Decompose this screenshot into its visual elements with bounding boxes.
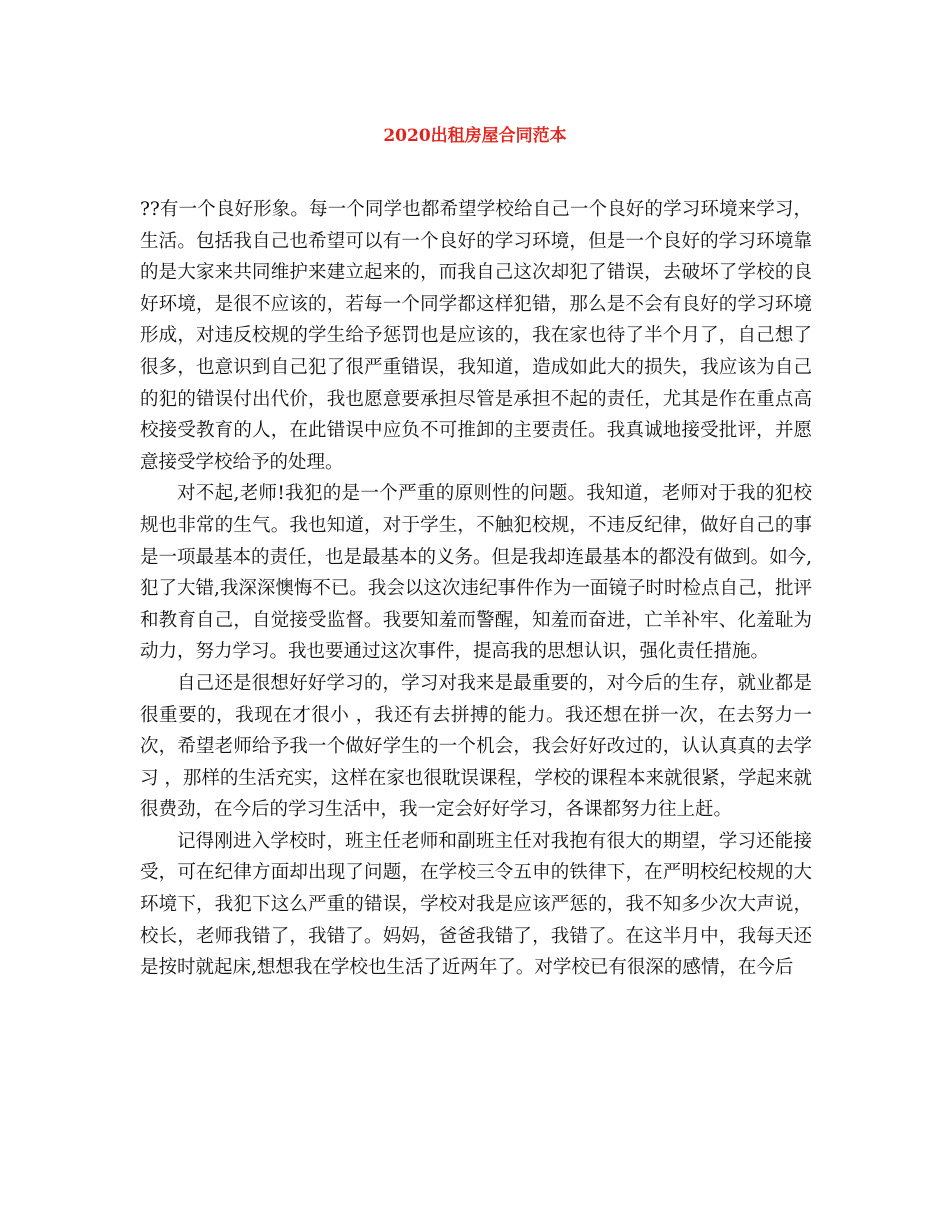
document-title: 2020出租房屋合同范本 (383, 126, 567, 146)
paragraph-2: 对不起,老师!我犯的是一个严重的原则性的问题。我知道，老师对于我的犯校规也非常的生气。我也知道，对于学生，不触犯校规，不违反纪律，做好自己的事是一项最基本的责任，也是最基本的义务。但是我却连最基本的都没有做到。如今,犯了大错,我深深懊悔不已。我会以这次违纪事件作为一面镜子时时检点自己，批评和教育自己，自觉接受监督。我要知羞而警醒，知羞而奋进，亡羊补牢、化羞耻为动力，努力学习。我也要通过这次事件，提高我的思想认识，强化责任措施。 (140, 483, 812, 663)
paragraph-3: 自己还是很想好好学习的，学习对我来是最重要的，对今后的生存，就业都是很重要的，我现在才很小 ，我还有去拼搏的能力。我还想在拼一次，在去努力一次，希望老师给予我一个做好学生的一个机会，我会好好改过的，认认真真的去学习 ，那样的生活充实，这样在家也很耽误课程，学校的课程本来就很紧，学起来就很费劲，在今后的学习生活中，我一定会好好学习，各课都努力往上赶。 (140, 672, 812, 821)
document-body (140, 194, 812, 984)
paragraph-4: 记得刚进入学校时，班主任老师和副班主任对我抱有很大的期望，学习还能接受，可在纪律方面却出现了问题，在学校三令五申的铁律下，在严明校纪校规的大环境下，我犯下这么严重的错误，学校对我是应该严惩的，我不知多少次大声说，校长，老师我错了，我错了。妈妈，爸爸我错了，我错了。在这半月中，我每天还是按时就起床,想想我在学校也生活了近两年了。对学校已有很深的感情，在今后 (140, 830, 812, 979)
paragraph-1: ??有一个良好形象。每一个同学也都希望学校给自己一个良好的学习环境来学习，生活。包括我自己也希望可以有一个良好的学习环境，但是一个良好的学习环境靠的是大家来共同维护来建立起来的，而我自己这次却犯了错误，去破坏了学校的良好环境，是很不应该的，若每一个同学都这样犯错，那么是不会有良好的学习环境形成，对违反校规的学生给予惩罚也是应该的，我在家也待了半个月了，自己想了很多，也意识到自己犯了很严重错误，我知道，造成如此大的损失，我应该为自己的犯的错误付出代价，我也愿意要承担尽管是承担不起的责任，尤其是作在重点高校接受教育的人，在此错误中应负不可推卸的主要责任。我真诚地接受批评，并愿意接受学校给予的处理。 (140, 199, 812, 473)
